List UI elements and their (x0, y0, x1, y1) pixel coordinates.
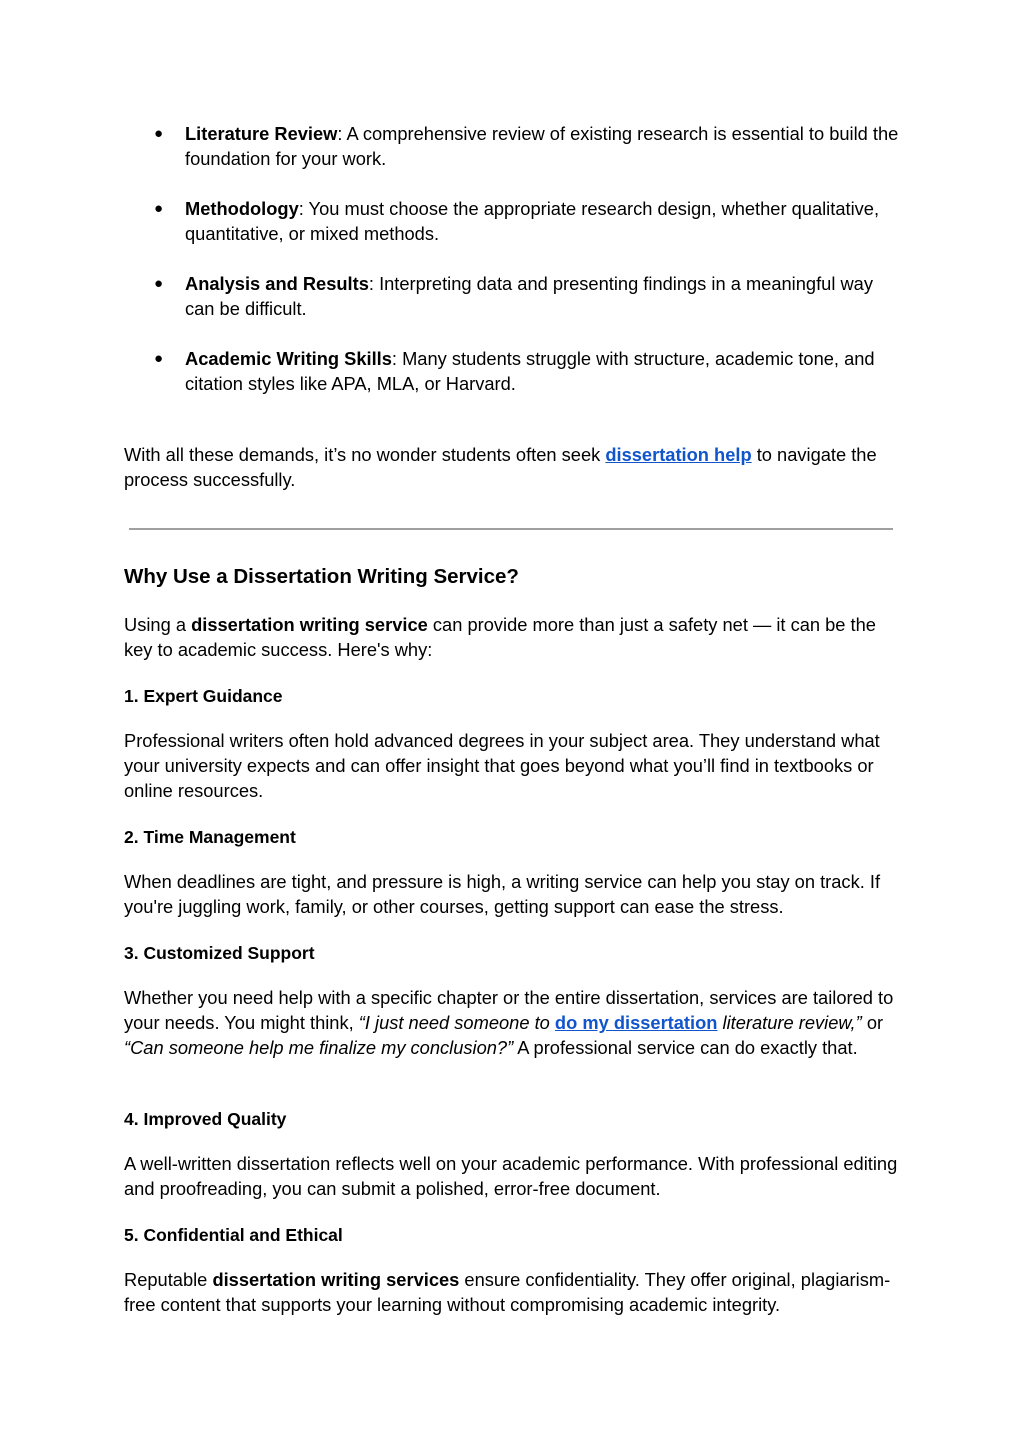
bullet-term: Academic Writing Skills (185, 348, 392, 369)
dissertation-help-link[interactable]: dissertation help (605, 444, 752, 465)
do-my-dissertation-link[interactable]: do my dissertation (554, 1012, 718, 1033)
why-paragraph: Using a dissertation writing service can provide more than just a safety net — it can be the key to academic success. Here's why: (124, 614, 876, 660)
expert-guidance-paragraph: Professional writers often hold advanced degrees in your subject area. They understand what your university expects and can offer insight that goes beyond what you’ll find in textbooks or online resources. (124, 730, 880, 801)
bullet-term: Methodology (185, 198, 299, 219)
bullet-icon: ● (154, 200, 164, 217)
bullet-text: : You must choose the appropriate research design, whether qualitative, quantitative, or mixed methods. (185, 198, 880, 244)
list-item (0, 121, 1024, 171)
bullet-icon: ● (154, 275, 164, 292)
list-item (0, 271, 1024, 321)
bullet-text: : Interpreting data and presenting findings in a meaningful way can be difficult. (185, 273, 873, 319)
improved-quality-paragraph: A well-written dissertation reflects well on your academic performance. With professional editing and proofreading, you can submit a polished, error-free document. (124, 1153, 898, 1199)
list-item (0, 196, 1024, 246)
confidential-ethical-paragraph: Reputable dissertation writing services ensure confidentiality. They offer original, plagiarism-free content that supports your learning without compromising academic integrity. (124, 1269, 891, 1315)
subheading-customized-support: 3. Customized Support (124, 943, 315, 963)
bullet-text: : A comprehensive review of existing research is essential to build the foundation for your work. (185, 123, 899, 169)
horizontal-divider (129, 528, 893, 530)
list-item (0, 346, 1024, 396)
challenges-list (0, 121, 1024, 421)
bullet-icon: ● (154, 350, 164, 367)
subheading-time-management: 2. Time Management (124, 827, 296, 847)
subheading-improved-quality: 4. Improved Quality (124, 1109, 287, 1129)
customized-support-paragraph: Whether you need help with a specific chapter or the entire dissertation, services are tailored to your needs. You might think, “I just need someone to do my dissertation literature review,” or “Can someone help me finalize my conclusion?” A professional service can do exactly that. (124, 987, 894, 1058)
bullet-text: : Many students struggle with structure, academic tone, and citation styles like APA, MLA, or Harvard. (185, 348, 875, 394)
bullet-term: Analysis and Results (185, 273, 369, 294)
time-management-paragraph: When deadlines are tight, and pressure is high, a writing service can help you stay on track. If you're juggling work, family, or other courses, getting support can ease the stress. (124, 871, 881, 917)
bullet-term: Literature Review (185, 123, 338, 144)
subheading-expert-guidance: 1. Expert Guidance (124, 686, 283, 706)
section-heading: Why Use a Dissertation Writing Service? (124, 565, 519, 588)
intro-paragraph: With all these demands, it’s no wonder students often seek dissertation help to navigate the process successfully. (124, 444, 877, 490)
subheading-confidential-ethical: 5. Confidential and Ethical (124, 1225, 343, 1245)
bullet-icon: ● (154, 125, 164, 142)
